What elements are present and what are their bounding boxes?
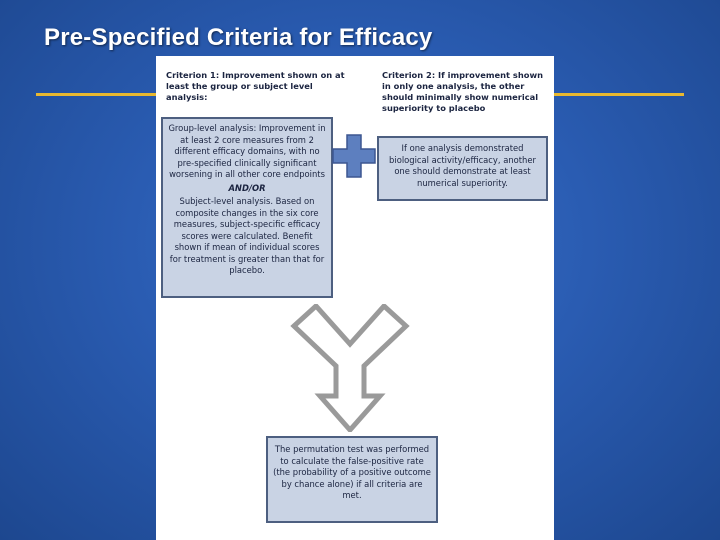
one-analysis-box: If one analysis demonstrated biological activity/efficacy, another one should demonstrate at least numerical superiority. [377, 136, 548, 201]
title-underline-left [36, 93, 160, 96]
group-level-text: Group-level analysis: Improvement in at least 2 core measures from 2 different efficacy domains, with no pre-specified clinically significant worsening in all other core endpoints [168, 123, 326, 179]
and-or-label: AND/OR [228, 182, 266, 193]
criterion-2-label: Criterion 2: If improvement shown in only one analysis, the other should minimally show numerical superiority to placebo [382, 70, 544, 113]
title-underline-right [552, 93, 684, 96]
diagram-panel [156, 56, 554, 540]
merge-arrow-icon [288, 304, 412, 432]
plus-icon [332, 134, 376, 178]
slide-title: Pre-Specified Criteria for Efficacy [44, 24, 433, 51]
permutation-test-box: The permutation test was performed to calculate the false-positive rate (the probability of a positive outcome by chance alone) if all criteria are met. [266, 436, 438, 523]
group-subject-analysis-box [161, 117, 333, 298]
criterion-1-label: Criterion 1: Improvement shown on at least the group or subject level analysis: [166, 70, 345, 102]
subject-level-text: Subject-level analysis. Based on composite changes in the six core measures, subject-specific efficacy scores were calculated. Benefit shown if mean of individual scores for treatment is greater than that for placebo. [169, 196, 325, 275]
